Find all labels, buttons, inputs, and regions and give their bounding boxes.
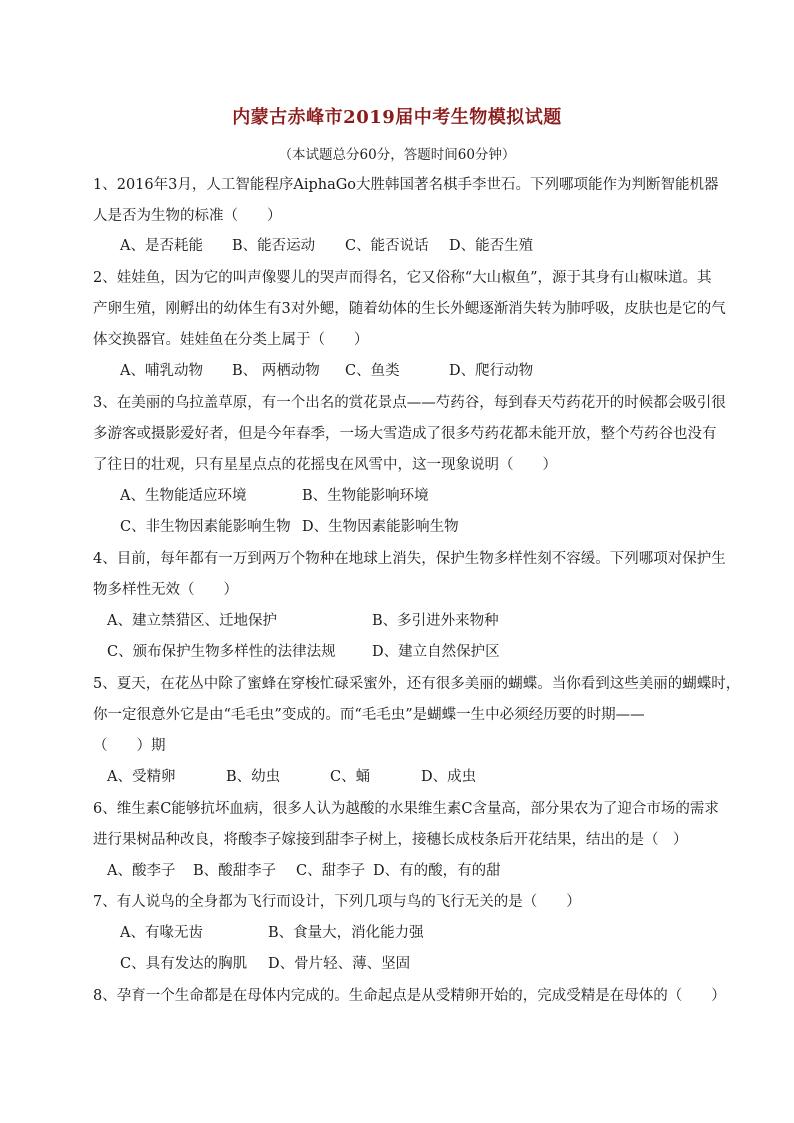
option-c: C、鱼类	[345, 363, 400, 379]
option-b: B、幼虫	[226, 769, 281, 785]
question-6-stem: 进行果树品种改良，将酸李子嫁接到甜李子树上，接穗长成枝条后开花结果，结出的是（ ）	[93, 832, 688, 848]
question-4-stem: 物多样性无效（ ）	[93, 582, 238, 598]
option-d: D、有的酸，有的甜	[373, 863, 501, 879]
question-8-stem: 8、孕育一个生命都是在母体内完成的。生命起点是从受精卵开始的，完成受精是在母体的（ ）	[93, 988, 726, 1004]
option-d: D、爬行动物	[449, 363, 534, 379]
question-3-stem: 多游客或摄影爱好者，但是今年春季，一场大雪造成了很多芍药花都未能开放，整个芍药谷也没有	[93, 426, 717, 442]
option-c: C、甜李子	[296, 863, 366, 879]
exam-title: 内蒙古赤峰市2019届中考生物模拟试题	[232, 107, 562, 128]
option-b: B、能否运动	[232, 238, 316, 254]
option-c: C、能否说话	[345, 238, 429, 254]
option-c: C、颁布保护生物多样性的法律法规	[107, 644, 336, 660]
question-5-stem: 5、夏天，在花丛中除了蜜蜂在穿梭忙碌采蜜外，还有很多美丽的蝴蝶。当你看到这些美丽的蝴蝶时，	[93, 676, 741, 692]
option-a: A、有喙无齿	[120, 925, 203, 941]
question-4-stem: 4、目前，每年都有一万到两万个物种在地球上消失，保护生物多样性刻不容缓。下列哪项对保护生	[93, 551, 726, 567]
option-a: A、哺乳动物	[120, 363, 203, 379]
question-5-stem: （ ）期	[93, 738, 166, 754]
option-c: C、非生物因素能影响生物	[120, 519, 291, 535]
option-b: B、多引进外来物种	[372, 613, 499, 629]
question-3-stem: 3、在美丽的乌拉盖草原，有一个出名的赏花景点——芍药谷，每到春天芍药花开的时候都会吸引很	[93, 395, 726, 411]
option-a: A、酸李子	[107, 863, 176, 879]
question-1-stem: 1、2016年3月，人工智能程序AiphaGo大胜韩国著名棋手李世石。下列哪项能作为判断智能机器	[93, 177, 719, 193]
question-2-stem: 产卵生殖，刚孵出的幼体生有3对外鳃，随着幼体的生长外鳃逐渐消失转为肺呼吸，皮肤也是它的气	[93, 301, 726, 317]
option-a: A、建立禁猎区、迁地保护	[107, 613, 277, 629]
option-c: C、蛹	[330, 769, 371, 785]
option-a: A、受精卵	[107, 769, 176, 785]
option-d: D、能否生殖	[449, 238, 534, 254]
question-1-stem: 人是否为生物的标准（ ）	[93, 208, 282, 224]
option-d: D、成虫	[421, 769, 477, 785]
option-a: A、生物能适应环境	[120, 488, 247, 504]
exam-subtitle: （本试题总分60分，答题时间60分钟）	[278, 147, 516, 163]
option-d: D、骨片轻、薄、坚固	[268, 956, 411, 972]
option-b: B、食量大，消化能力强	[268, 925, 424, 941]
question-7-stem: 7、有人说鸟的全身都为飞行而设计，下列几项与鸟的飞行无关的是（ ）	[93, 894, 581, 910]
question-2-stem: 2、娃娃鱼，因为它的叫声像婴儿的哭声而得名，它又俗称“大山椒鱼”，源于其身有山椒味道。其	[93, 270, 712, 286]
option-a: A、是否耗能	[120, 238, 203, 254]
question-5-stem: 你一定很意外它是由“毛毛虫”变成的。而“毛毛虫”是蝴蝶一生中必须经历要的时期——	[93, 707, 645, 723]
option-d: D、建立自然保护区	[372, 644, 500, 660]
option-b: B、 两栖动物	[232, 363, 320, 379]
question-3-stem: 了往日的壮观，只有星星点点的花摇曳在风雪中，这一现象说明（ ）	[93, 457, 557, 473]
option-b: B、生物能影响环境	[302, 488, 429, 504]
question-6-stem: 6、维生素C能够抗坏血病，很多人认为越酸的水果维生素C含量高，部分果农为了迎合市场的需求	[93, 801, 719, 817]
option-b: B、酸甜李子	[193, 863, 277, 879]
option-d: D、生物因素能影响生物	[302, 519, 459, 535]
option-c: C、具有发达的胸肌	[120, 956, 248, 972]
question-2-stem: 体交换器官。娃娃鱼在分类上属于（ ）	[93, 332, 369, 348]
